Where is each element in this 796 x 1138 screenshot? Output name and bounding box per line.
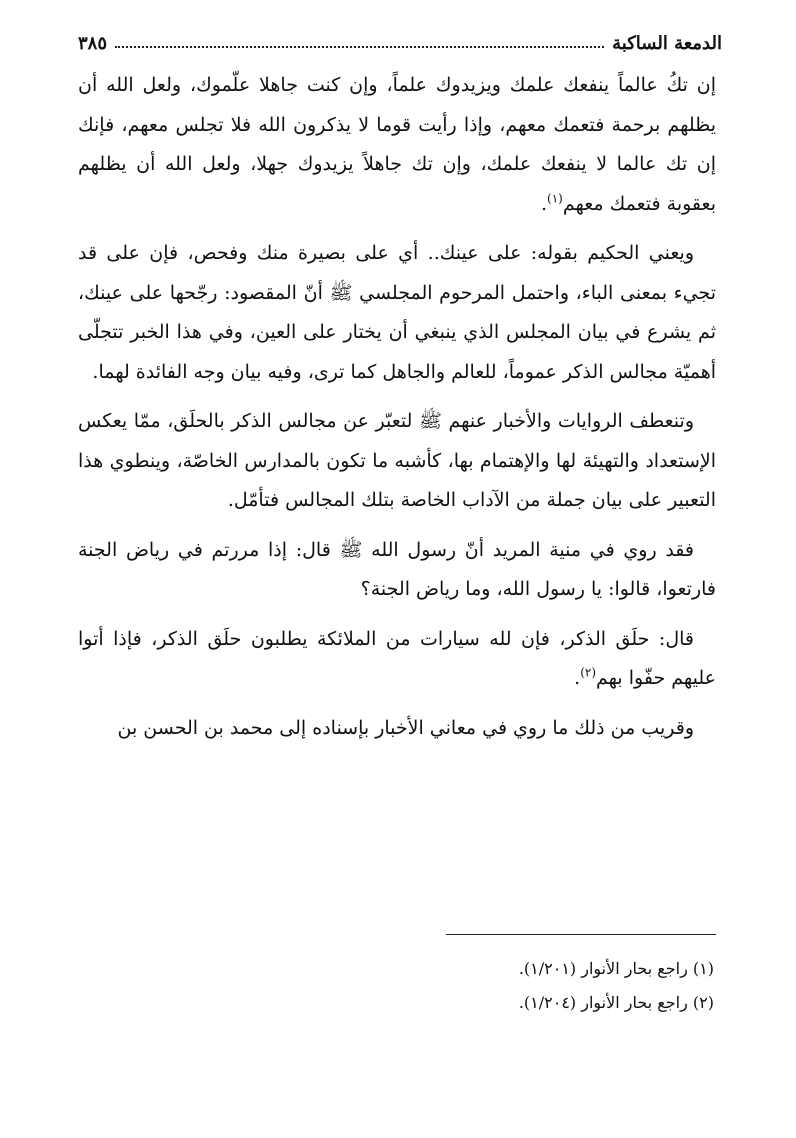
footnote-1: (١) راجع بحار الأنوار (١/٢٠١). bbox=[518, 959, 714, 978]
body-text bbox=[78, 66, 716, 758]
paragraph-1 bbox=[78, 66, 716, 224]
paragraph-2: ويعني الحكيم بقوله: على عينك.. أي على بصيرة منك وفحص، فإن على قد تجيء بمعنى الباء، واحتمل المرحوم المجلسي ﷺ أنّ المقصود: رجّحها على عينك، ثم يشرع في بيان المجلس الذي ينبغي أن يختار على العين، وفي هذا الخبر تتجلّى أهميّة مجالس الذكر عموماً، للعالم والجاهل كما ترى، وفيه بيان وجه الفائدة لهما. bbox=[78, 242, 716, 383]
paragraph-1-text: إن تكُ عالماً ينفعك علمك ويزيدوك علماً، وإن كنت جاهلا علّموك، ولعل الله أن يظلهم برحمة فتعمك معهم، وإذا رأيت قوما لا يذكرون الله فلا تجلس معهم، فإنك إن تك عالما لا ينفعك علمك، وإن تك جاهلاً يزيدوك جهلا، ولعل الله أن يظلهم بعقوبة فتعمك معهم bbox=[78, 74, 716, 215]
footnote-separator bbox=[446, 934, 716, 935]
dotted-leader bbox=[115, 46, 604, 48]
paragraph-5-text: قال: حلَق الذكر، فإن لله سيارات من الملائكة يطلبون حلَق الذكر، فإذا أتوا عليهم حفّوا بهم bbox=[78, 627, 716, 689]
paragraph-1-end: . bbox=[540, 192, 547, 215]
page-number: ٣٨٥ bbox=[78, 33, 108, 54]
footnotes bbox=[78, 952, 714, 1020]
book-title: الدمعة الساكبة bbox=[612, 33, 722, 54]
footnote-ref-2[interactable]: (٢) bbox=[580, 665, 597, 680]
running-header bbox=[78, 28, 722, 54]
footnote-ref-1[interactable]: (١) bbox=[547, 191, 563, 206]
footnote-2: (٢) راجع بحار الأنوار (١/٢٠٤). bbox=[518, 993, 714, 1012]
paragraph-6: وقريب من ذلك ما روي في معاني الأخبار بإسناده إلى محمد بن الحسن بن bbox=[117, 716, 694, 739]
paragraph-4: فقد روي في منية المريد أنّ رسول الله ﷺ قال: إذا مررتم في رياض الجنة فارتعوا، قالوا: يا رسول الله، وما رياض الجنة؟ bbox=[78, 538, 716, 600]
paragraph-5-end: . bbox=[574, 667, 581, 689]
paragraph-5 bbox=[78, 620, 716, 699]
paragraph-3: وتنعطف الروايات والأخبار عنهم ﷺ لتعبّر عن مجالس الذكر بالحلَق، ممّا يعكس الإستعداد والتهيئة لها والإهتمام بها، كأشبه ما تكون بالمدارس الخاصّة، وينطوي هذا التعبير على بيان جملة من الآداب الخاصة بتلك المجالس فتأمّل. bbox=[78, 410, 716, 511]
